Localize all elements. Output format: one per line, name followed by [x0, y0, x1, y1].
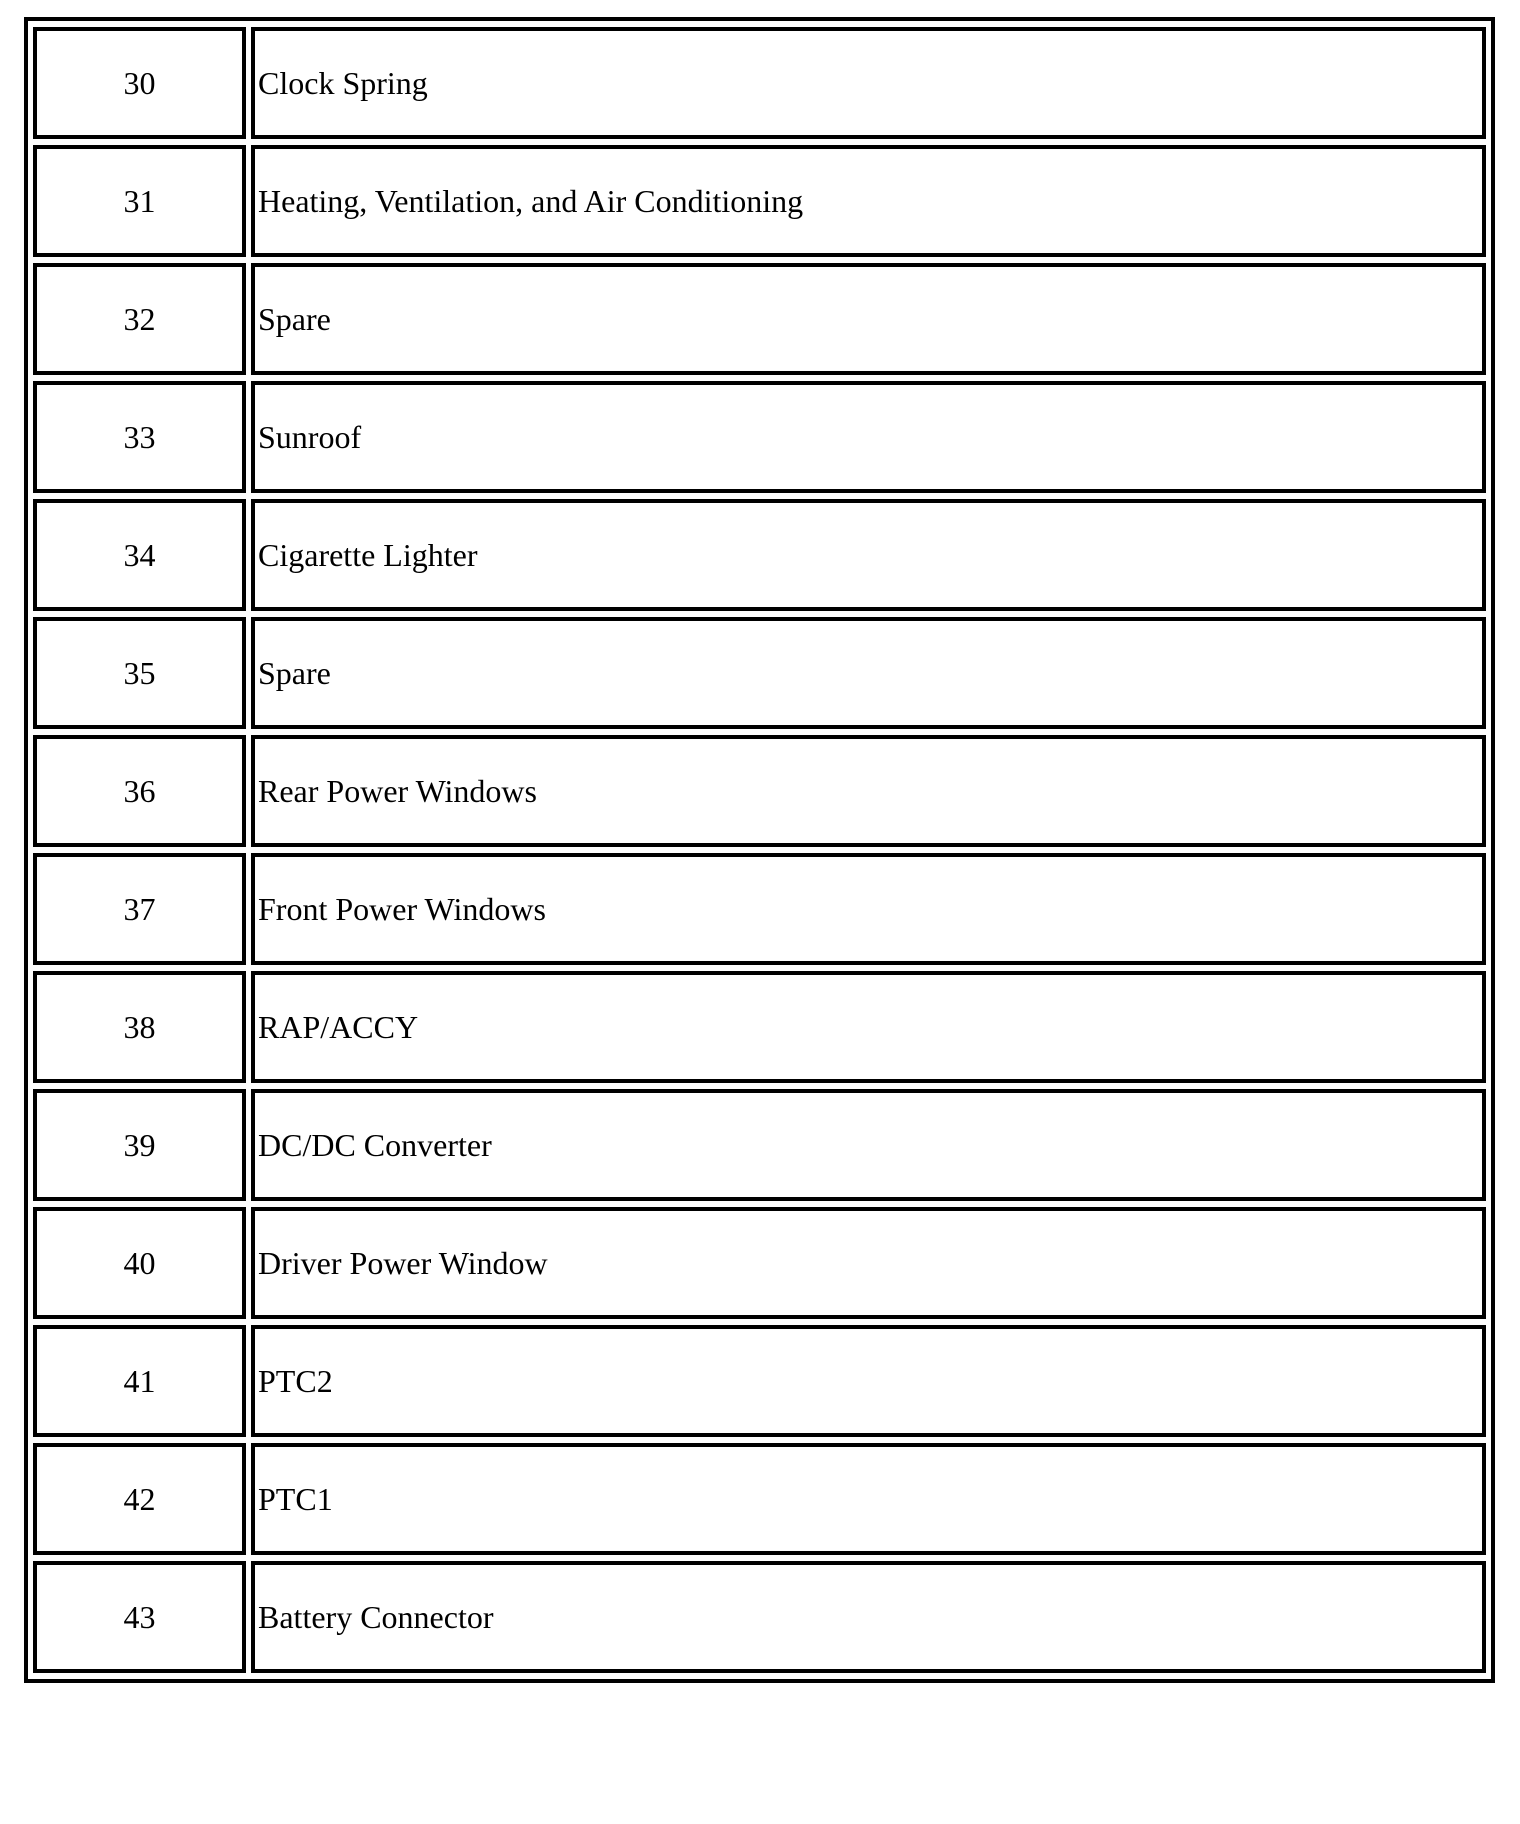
fuse-description-cell: Rear Power Windows — [251, 735, 1486, 847]
fuse-description-cell: Front Power Windows — [251, 853, 1486, 965]
fuse-number-cell: 37 — [33, 853, 246, 965]
fuse-number-cell: 35 — [33, 617, 246, 729]
fuse-number-cell: 43 — [33, 1561, 246, 1673]
fuse-number-cell: 36 — [33, 735, 246, 847]
table-row — [33, 1325, 1486, 1437]
fuse-description-cell: Spare — [251, 263, 1486, 375]
fuse-description-cell: DC/DC Converter — [251, 1089, 1486, 1201]
fuse-description-cell: Cigarette Lighter — [251, 499, 1486, 611]
fuse-number-cell: 30 — [33, 27, 246, 139]
table-row — [33, 735, 1486, 847]
fuse-number-cell: 32 — [33, 263, 246, 375]
table-row — [33, 853, 1486, 965]
table-row — [33, 1207, 1486, 1319]
fuse-description-cell: Clock Spring — [251, 27, 1486, 139]
table-row — [33, 27, 1486, 139]
fuse-description-cell: Sunroof — [251, 381, 1486, 493]
table-row — [33, 1561, 1486, 1673]
table-row — [33, 1089, 1486, 1201]
table-row — [33, 263, 1486, 375]
table-row — [33, 145, 1486, 257]
fuse-number-cell: 34 — [33, 499, 246, 611]
fuse-number-cell: 33 — [33, 381, 246, 493]
fuse-number-cell: 41 — [33, 1325, 246, 1437]
table-row — [33, 381, 1486, 493]
fuse-description-cell: Driver Power Window — [251, 1207, 1486, 1319]
fuse-description-cell: RAP/ACCY — [251, 971, 1486, 1083]
table-row — [33, 499, 1486, 611]
fuse-number-cell: 31 — [33, 145, 246, 257]
fuse-table — [24, 17, 1495, 1683]
fuse-description-cell: PTC2 — [251, 1325, 1486, 1437]
table-row — [33, 971, 1486, 1083]
fuse-number-cell: 40 — [33, 1207, 246, 1319]
fuse-description-cell: Spare — [251, 617, 1486, 729]
fuse-number-cell: 39 — [33, 1089, 246, 1201]
fuse-number-cell: 42 — [33, 1443, 246, 1555]
table-row — [33, 1443, 1486, 1555]
fuse-description-cell: Heating, Ventilation, and Air Conditioning — [251, 145, 1486, 257]
fuse-description-cell: PTC1 — [251, 1443, 1486, 1555]
fuse-number-cell: 38 — [33, 971, 246, 1083]
fuse-description-cell: Battery Connector — [251, 1561, 1486, 1673]
table-row — [33, 617, 1486, 729]
